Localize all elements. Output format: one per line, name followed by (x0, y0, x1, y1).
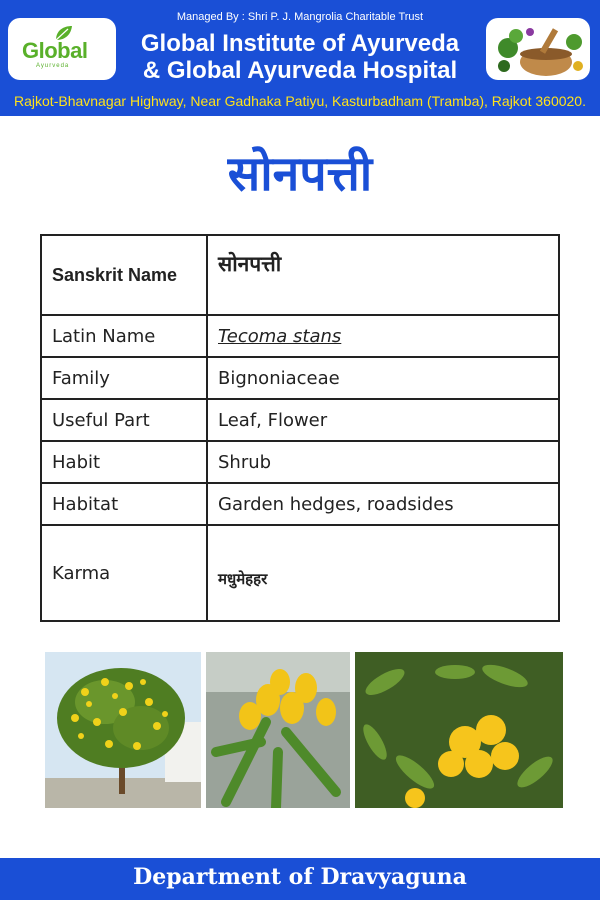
logo-text: Global (22, 38, 88, 63)
row-label: Sanskrit Name (41, 235, 207, 315)
department-name: Department of Dravyaguna (133, 864, 467, 890)
row-value: सोनपत्ती (207, 235, 559, 315)
row-label: Habitat (41, 483, 207, 525)
institute-logo (8, 18, 116, 80)
row-value-cell (207, 315, 559, 357)
row-value: मधुमेहहर (207, 525, 559, 621)
table-row (41, 315, 559, 357)
institute-name-line1: Global Institute of Ayurveda (140, 30, 460, 57)
row-label: Family (41, 357, 207, 399)
managed-by-text: Managed By : Shri P. J. Mangrolia Charitable Trust (176, 11, 424, 23)
row-value: Shrub (207, 441, 559, 483)
herbs-mortar-image (486, 18, 590, 80)
table-row (41, 441, 559, 483)
row-label: Useful Part (41, 399, 207, 441)
table-row (41, 483, 559, 525)
row-label: Latin Name (41, 315, 207, 357)
plant-info-table (40, 234, 560, 622)
logo-subtext: Ayurveda (36, 63, 70, 69)
table-row (41, 525, 559, 621)
plant-title: सोनपत्ती (227, 146, 373, 202)
tree-photo (45, 652, 201, 808)
table-row (41, 399, 559, 441)
latin-name-value: Tecoma stans (218, 325, 342, 347)
flowers-leaves-photo (355, 652, 563, 808)
address-text: Rajkot-Bhavnagar Highway, Near Gadhaka Patiyu, Kasturbadham (Tramba), Rajkot 360020. (14, 93, 586, 109)
row-value: Leaf, Flower (207, 399, 559, 441)
flower-cluster-photo (206, 652, 350, 808)
row-value: Bignoniaceae (207, 357, 559, 399)
row-label: Habit (41, 441, 207, 483)
table-row (41, 235, 559, 315)
row-label: Karma (41, 525, 207, 621)
row-value: Garden hedges, roadsides (207, 483, 559, 525)
table-row (41, 357, 559, 399)
institute-name-line2: & Global Ayurveda Hospital (142, 57, 458, 84)
